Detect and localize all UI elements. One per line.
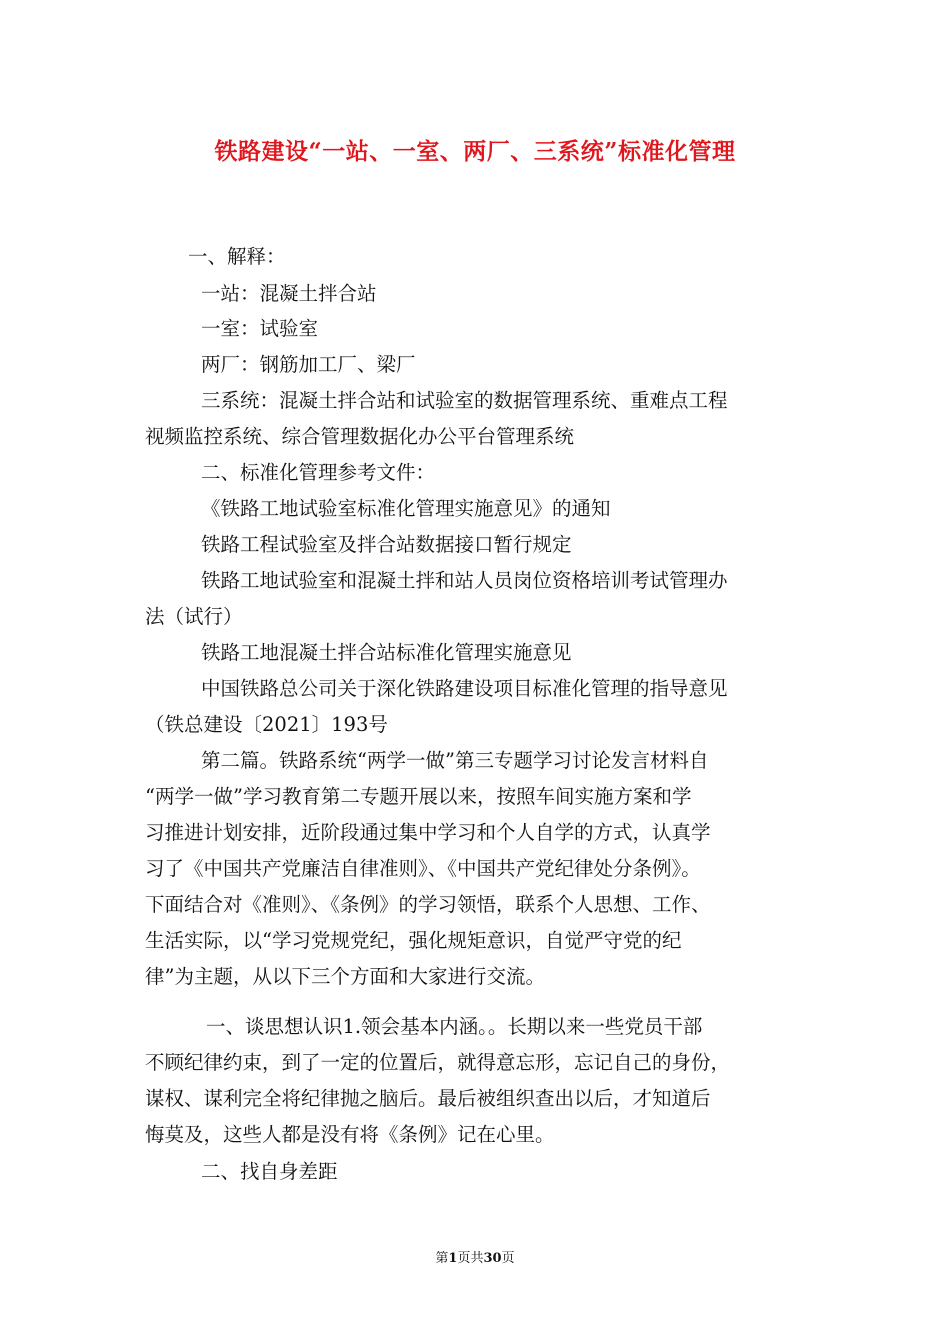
page-footer xyxy=(0,1247,950,1266)
text-line: 一室：试验室 xyxy=(201,317,319,340)
current-page-number: 1 xyxy=(448,1251,458,1266)
text-line: 习推进计划安排，近阶段通过集中学习和个人自学的方式，认真学 xyxy=(145,821,711,844)
text-line: 律”为主题，从以下三个方面和大家进行交流。 xyxy=(145,965,545,988)
total-page-count: 30 xyxy=(483,1251,502,1266)
text-line: 下面结合对《准则》、《条例》的学习领悟，联系个人思想、工作、 xyxy=(145,893,711,916)
text-line: （铁总建设〔2021〕193号 xyxy=(145,713,388,736)
text-line: 中国铁路总公司关于深化铁路建设项目标准化管理的指导意见 xyxy=(201,677,728,700)
footer-suffix: 页 xyxy=(501,1251,515,1266)
text-line: “两学一做”学习教育第二专题开展以来，按照车间实施方案和学 xyxy=(145,785,692,808)
text-line: 两厂：钢筋加工厂、梁厂 xyxy=(201,353,416,376)
text-line: 二、找自身差距 xyxy=(201,1160,338,1183)
footer-prefix: 第 xyxy=(435,1251,449,1266)
text-line: 法（试行） xyxy=(145,605,243,628)
text-line: 铁路工地混凝土拌合站标准化管理实施意见 xyxy=(201,641,572,664)
text-line: 铁路工地试验室和混凝土拌和站人员岗位资格培训考试管理办 xyxy=(201,569,728,592)
text-line: 悔莫及，这些人都是没有将《条例》记在心里。 xyxy=(145,1123,555,1146)
text-line: 习了《中国共产党廉洁自律准则》、《中国共产党纪律处分条例》。 xyxy=(145,857,701,880)
text-line: 一、谈思想认识1.领会基本内涵。。长期以来一些党员干部 xyxy=(206,1015,703,1038)
text-line: 第二篇。铁路系统“两学一做”第三专题学习讨论发言材料自 xyxy=(201,749,709,772)
text-line: 生活实际，以“学习党规党纪，强化规矩意识，自觉严守党的纪 xyxy=(145,929,682,952)
text-line: 一、解释： xyxy=(188,245,286,268)
text-line: 三系统：混凝土拌合站和试验室的数据管理系统、重难点工程 xyxy=(201,389,728,412)
document-title: 铁路建设“一站、一室、两厂、三系统”标准化管理 xyxy=(214,138,736,165)
text-line: 《铁路工地试验室标准化管理实施意见》的通知 xyxy=(201,497,611,520)
text-line: 一站：混凝土拌合站 xyxy=(201,282,377,305)
text-line: 二、标准化管理参考文件： xyxy=(201,461,436,484)
text-line: 视频监控系统、综合管理数据化办公平台管理系统 xyxy=(145,425,575,448)
footer-middle: 页共 xyxy=(457,1251,484,1266)
text-line: 不顾纪律约束，到了一定的位置后，就得意忘形，忘记自己的身份， xyxy=(145,1051,731,1074)
text-line: 谋权、谋利完全将纪律抛之脑后。最后被组织查出以后，才知道后 xyxy=(145,1087,711,1110)
text-line: 铁路工程试验室及拌合站数据接口暂行规定 xyxy=(201,533,572,556)
